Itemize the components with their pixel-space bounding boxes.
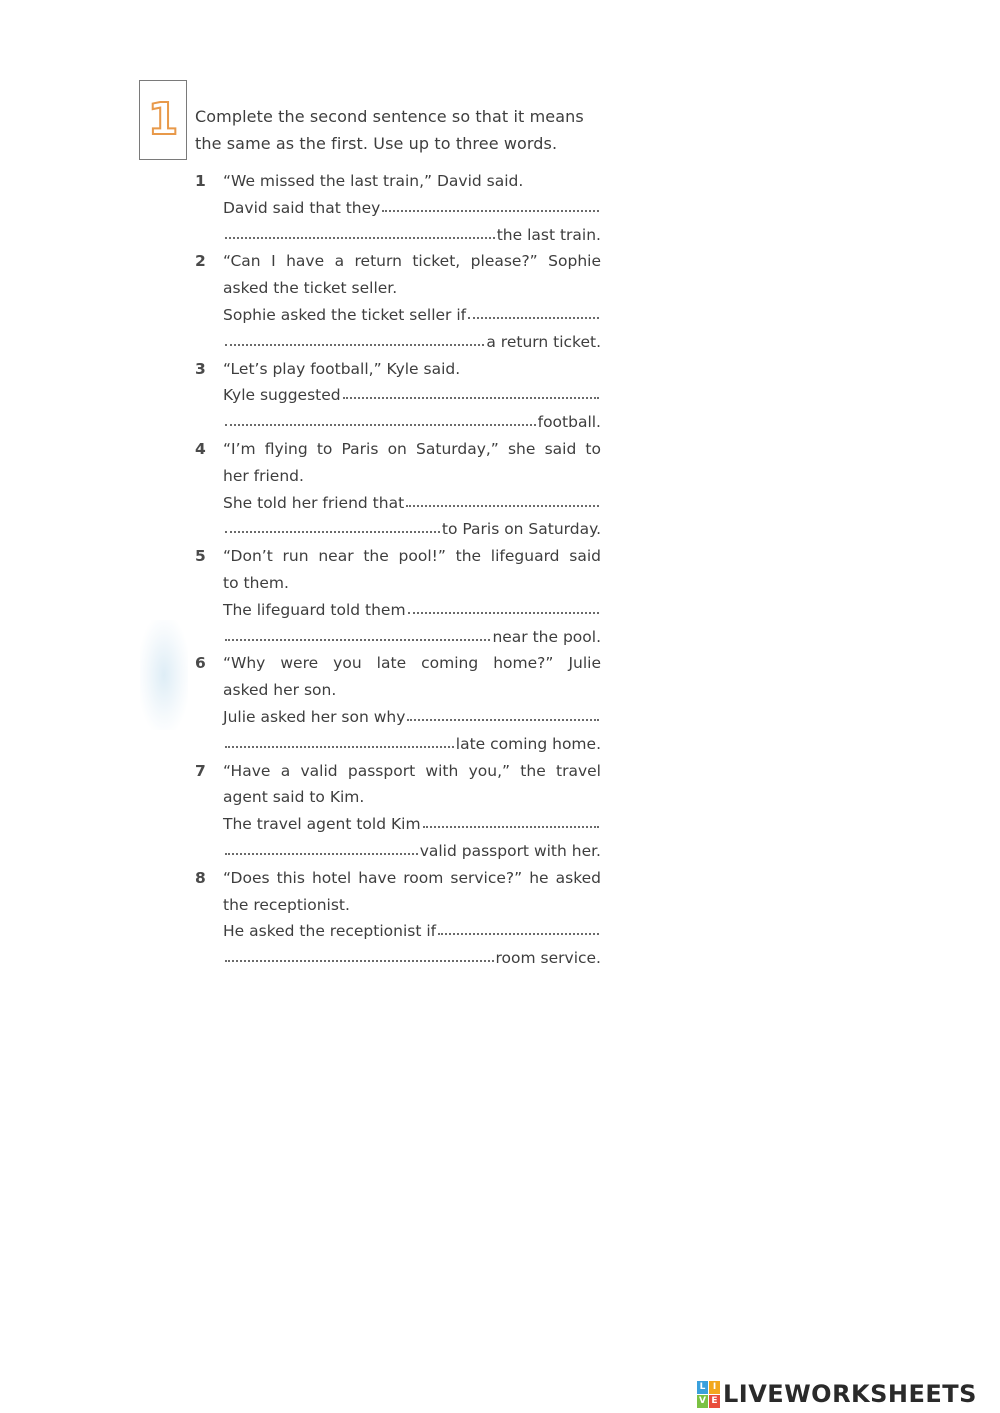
item-number: 7	[195, 761, 206, 780]
prompt-text: David said that they	[223, 198, 381, 217]
source-sentence-line: “Have a valid passport with you,” the travel	[223, 761, 601, 780]
source-sentence-line: agent said to Kim.	[223, 788, 365, 807]
item-number: 1	[195, 172, 206, 190]
item-body	[223, 758, 601, 865]
answer-prompt-line	[223, 811, 601, 838]
logo-mark-square: I	[709, 1381, 720, 1394]
logo-mark-square: L	[697, 1381, 708, 1394]
item-body	[223, 356, 601, 436]
prompt-text: Sophie asked the ticket seller if	[223, 305, 467, 324]
answer-tail-line	[223, 731, 601, 758]
tail-text: room service.	[495, 949, 601, 968]
answer-prompt-line	[223, 918, 601, 945]
answer-blank[interactable]	[407, 709, 599, 721]
answer-blank[interactable]	[225, 736, 454, 748]
source-sentence-line: to them.	[223, 573, 289, 592]
answer-prompt-line	[223, 704, 601, 731]
source-sentence-line: her friend.	[223, 466, 304, 485]
scan-smudge	[140, 620, 188, 730]
item-number: 2	[195, 252, 206, 271]
answer-tail-line	[223, 516, 601, 543]
answer-prompt-line	[223, 597, 601, 624]
source-sentence-line: asked her son.	[223, 681, 337, 700]
exercise-number: 1	[147, 94, 179, 145]
answer-blank[interactable]	[225, 843, 418, 855]
instruction-line: the same as the first. Use up to three words.	[195, 134, 558, 153]
exercise-item	[195, 650, 605, 757]
source-sentence-line: “We missed the last train,” David said.	[223, 172, 524, 190]
answer-tail-line	[223, 409, 601, 436]
answer-tail-line	[223, 624, 601, 651]
answer-tail-line	[223, 329, 601, 356]
answer-blank[interactable]	[468, 307, 599, 319]
exercise-number-box	[139, 80, 187, 160]
item-body	[223, 436, 601, 543]
liveworksheets-logo	[697, 1378, 977, 1410]
item-body	[223, 168, 601, 248]
prompt-text: She told her friend that	[223, 493, 405, 512]
source-sentence-line: “Let’s play football,” Kyle said.	[223, 359, 461, 378]
tail-text: valid passport with her.	[419, 841, 601, 860]
item-body	[223, 865, 601, 972]
answer-blank[interactable]	[438, 923, 599, 935]
item-number: 5	[195, 547, 206, 566]
item-number: 4	[195, 439, 206, 458]
source-sentence-line: “Does this hotel have room service?” he asked	[223, 868, 601, 887]
source-sentence-line: “Why were you late coming home?” Julie	[223, 654, 601, 673]
tail-text: the last train.	[496, 225, 601, 244]
exercise-items-list	[195, 168, 605, 972]
prompt-text: The travel agent told Kim	[223, 815, 421, 834]
source-sentence-line: “Can I have a return ticket, please?” Sophie	[223, 252, 601, 271]
answer-blank[interactable]	[225, 950, 494, 962]
answer-prompt-line	[223, 195, 601, 222]
logo-mark-square: V	[697, 1395, 708, 1408]
answer-prompt-line	[223, 302, 601, 329]
exercise-instructions	[195, 103, 605, 157]
source-sentence-line: “I’m flying to Paris on Saturday,” she said to	[223, 439, 601, 458]
source-sentence-line: asked the ticket seller.	[223, 279, 398, 298]
tail-text: football.	[537, 413, 601, 432]
answer-blank[interactable]	[225, 414, 536, 426]
item-body	[223, 650, 601, 757]
item-number: 8	[195, 868, 206, 887]
answer-blank[interactable]	[225, 227, 495, 239]
exercise-item	[195, 758, 605, 865]
prompt-text: The lifeguard told them	[223, 600, 406, 619]
tail-text: near the pool.	[492, 627, 601, 646]
tail-text: a return ticket.	[486, 332, 601, 351]
prompt-text: Kyle suggested	[223, 386, 341, 405]
instruction-line: Complete the second sentence so that it means	[195, 107, 584, 126]
exercise-item	[195, 356, 605, 436]
item-number: 3	[195, 359, 206, 378]
logo-mark-icon	[697, 1381, 720, 1408]
prompt-text: Julie asked her son why	[223, 707, 406, 726]
source-sentence-line: the receptionist.	[223, 895, 350, 914]
answer-blank[interactable]	[343, 387, 599, 399]
exercise-item	[195, 168, 605, 248]
tail-text: late coming home.	[455, 734, 601, 753]
answer-blank[interactable]	[225, 334, 484, 346]
answer-prompt-line	[223, 382, 601, 409]
answer-blank[interactable]	[225, 521, 440, 533]
exercise-item	[195, 865, 605, 972]
exercise-item	[195, 436, 605, 543]
answer-tail-line	[223, 838, 601, 865]
item-body	[223, 543, 601, 650]
logo-mark-square: E	[709, 1395, 720, 1408]
logo-text: LIVEWORKSHEETS	[723, 1380, 977, 1408]
answer-blank[interactable]	[382, 200, 599, 212]
exercise-item	[195, 248, 605, 355]
answer-prompt-line	[223, 490, 601, 517]
answer-blank[interactable]	[225, 629, 490, 641]
item-number: 6	[195, 654, 206, 673]
answer-tail-line	[223, 945, 601, 972]
answer-tail-line	[223, 222, 601, 249]
item-body	[223, 248, 601, 355]
exercise-item	[195, 543, 605, 650]
source-sentence-line: “Don’t run near the pool!” the lifeguard said	[223, 547, 601, 566]
tail-text: to Paris on Saturday.	[441, 520, 601, 539]
prompt-text: He asked the receptionist if	[223, 922, 437, 941]
answer-blank[interactable]	[423, 816, 599, 828]
answer-blank[interactable]	[408, 602, 599, 614]
answer-blank[interactable]	[406, 495, 599, 507]
